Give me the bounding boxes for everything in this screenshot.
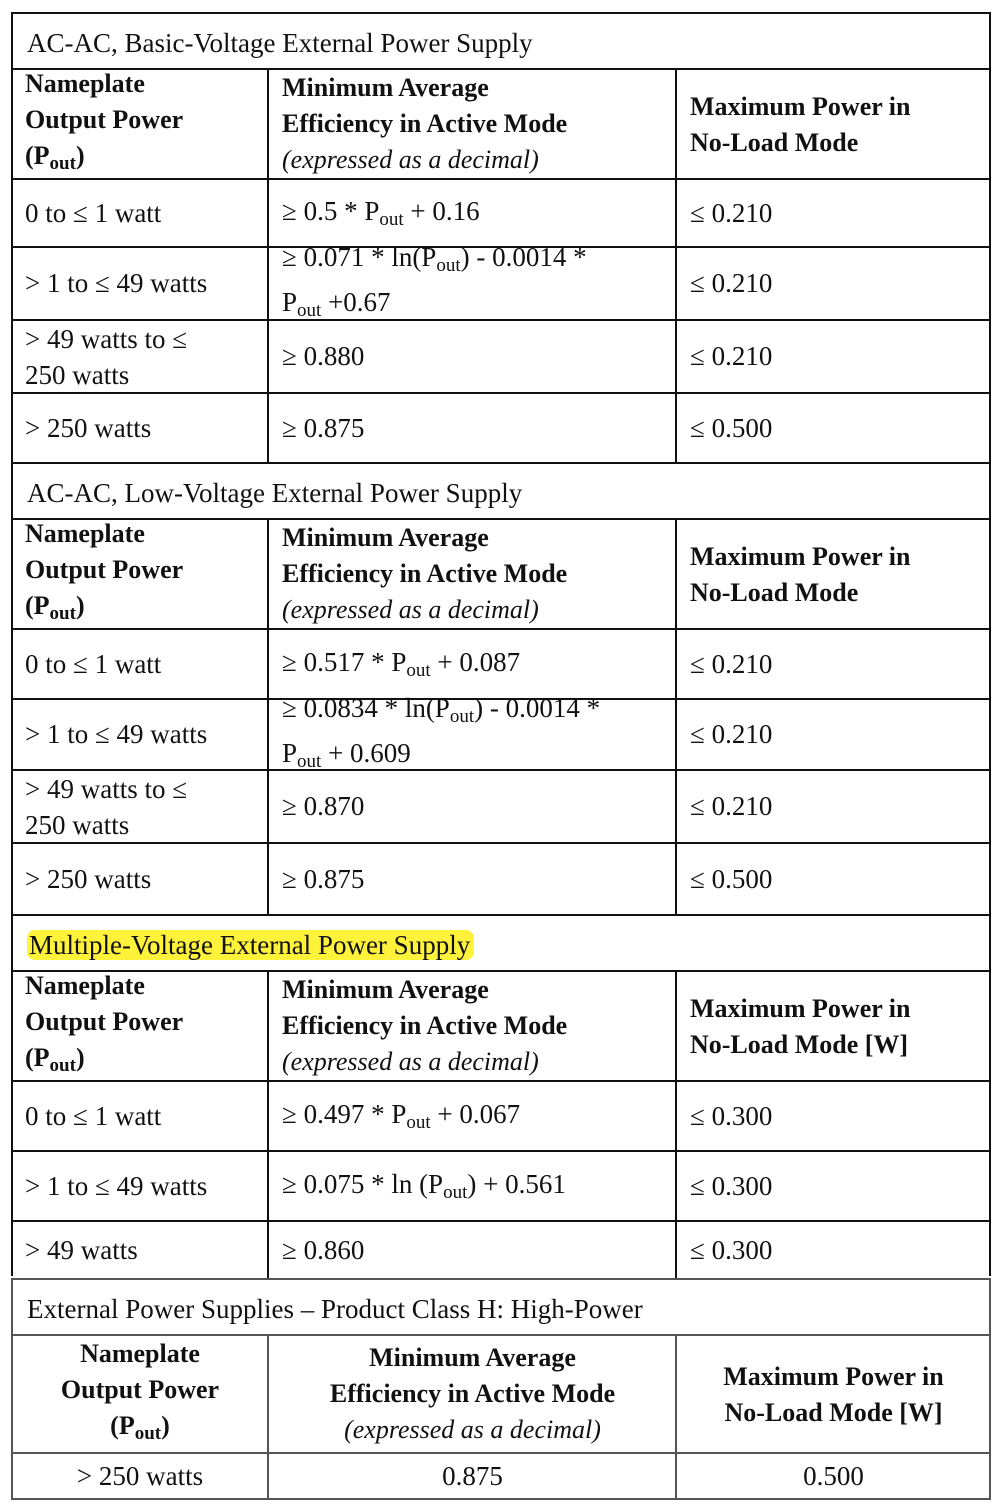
- no-load-cell: ≤ 0.500: [690, 863, 773, 894]
- power-cell: 0 to ≤ 1 watt: [13, 630, 269, 698]
- efficiency-cell: 0.875: [269, 1454, 677, 1498]
- efficiency-cell: ≥ 0.860: [269, 1222, 677, 1278]
- table-multiple-voltage: [11, 914, 991, 1276]
- header-row: [13, 520, 989, 630]
- efficiency-cell: ≥ 0.880: [269, 321, 677, 392]
- power-cell: > 250 watts: [13, 394, 269, 462]
- header-no-load: Maximum Power in No-Load Mode [W]: [690, 994, 911, 1059]
- no-load-cell: ≤ 0.210: [690, 648, 773, 679]
- table-row: [13, 241, 989, 321]
- table-row: [13, 1082, 989, 1152]
- no-load-cell: ≤ 0.300: [690, 1234, 773, 1265]
- power-cell: > 250 watts: [13, 844, 269, 914]
- power-cell: > 49 watts to ≤ 250 watts: [13, 771, 269, 842]
- power-cell: 0 to ≤ 1 watt: [13, 1082, 269, 1150]
- no-load-cell: ≤ 0.500: [690, 412, 773, 443]
- no-load-cell: ≤ 0.210: [690, 268, 773, 298]
- header-no-load: Maximum Power in No-Load Mode [W]: [723, 1362, 944, 1427]
- table-row: [13, 394, 989, 462]
- header-output-power: Nameplate Output Power $(P_{out})$: [13, 1336, 269, 1452]
- header-output-power: Nameplate Output Power $(P_{out})$: [13, 972, 269, 1080]
- table-row: [13, 1222, 989, 1278]
- table-title: [13, 916, 989, 972]
- efficiency-cell: ≥ $0.497 * P_{out} + 0.067$: [269, 1082, 677, 1150]
- power-cell: > 49 watts to ≤ 250 watts: [13, 321, 269, 392]
- table-low-voltage: [11, 462, 991, 916]
- no-load-cell: ≤ 0.300: [690, 1100, 773, 1131]
- table-row: [13, 692, 989, 772]
- efficiency-cell: ≥ $0.071 * \ln(P_{out}) - 0.0014$ * $P_{out} +0.67$: [269, 248, 677, 319]
- no-load-cell: ≤ 0.210: [690, 341, 773, 371]
- header-efficiency: Minimum Average Efficiency in Active Mode (expressed as a decimal): [269, 520, 677, 628]
- no-load-cell: ≤ 0.210: [690, 197, 773, 228]
- header-output-power: Nameplate Output Power $(P_{out})$: [13, 70, 269, 178]
- table-row: [13, 1454, 989, 1498]
- header-no-load: Maximum Power in No-Load Mode: [690, 542, 911, 607]
- table-title: External Power Supplies – Product Class H: High-Power: [13, 1280, 989, 1336]
- table-basic-voltage: [11, 12, 991, 464]
- header-efficiency: Minimum Average Efficiency in Active Mode (expressed as a decimal): [269, 1336, 677, 1452]
- efficiency-cell: ≥ 0.875: [269, 844, 677, 914]
- header-row: [13, 972, 989, 1082]
- table-high-power: [11, 1278, 991, 1500]
- power-cell: > 1 to ≤ 49 watts: [13, 248, 269, 319]
- table-row: [13, 844, 989, 914]
- power-cell: > 1 to ≤ 49 watts: [13, 700, 269, 769]
- no-load-cell: ≤ 0.210: [690, 791, 773, 821]
- power-cell: 0 to ≤ 1 watt: [13, 180, 269, 246]
- table-row: [13, 1152, 989, 1222]
- efficiency-cell: ≥ $0.075 * \ln (P_{out}) + 0.561$: [269, 1152, 677, 1220]
- efficiency-cell: ≥ 0.875: [269, 394, 677, 462]
- highlighted-title: Multiple-Voltage External Power Supply: [27, 930, 474, 960]
- header-row: [13, 70, 989, 180]
- table-title: AC-AC, Low-Voltage External Power Supply: [13, 464, 989, 520]
- power-cell: > 1 to ≤ 49 watts: [13, 1152, 269, 1220]
- header-output-power: Nameplate Output Power $(P_{out})$: [13, 520, 269, 628]
- power-cell: > 250 watts: [13, 1454, 269, 1498]
- efficiency-cell: ≥ $0.517 * P_{out} + 0.087$: [269, 630, 677, 698]
- no-load-cell: ≤ 0.300: [690, 1170, 773, 1201]
- header-no-load: Maximum Power in No-Load Mode: [690, 92, 911, 157]
- power-cell: > 49 watts: [13, 1222, 269, 1278]
- table-row: [13, 771, 989, 844]
- efficiency-cell: ≥ $0.5 * P_{out} + 0.16$: [269, 180, 677, 246]
- table-row: [13, 321, 989, 394]
- no-load-cell: ≤ 0.210: [690, 719, 773, 749]
- header-efficiency: Minimum Average Efficiency in Active Mode (expressed as a decimal): [269, 70, 677, 178]
- efficiency-cell: ≥ $0.0834 * \ln(P_{out}) - 0.0014$ * $P_{out} + 0.609$: [269, 700, 677, 769]
- efficiency-cell: ≥ 0.870: [269, 771, 677, 842]
- table-title: AC-AC, Basic-Voltage External Power Supply: [13, 14, 989, 70]
- header-row: [13, 1336, 989, 1454]
- no-load-cell: 0.500: [803, 1460, 864, 1491]
- header-efficiency: Minimum Average Efficiency in Active Mode (expressed as a decimal): [269, 972, 677, 1080]
